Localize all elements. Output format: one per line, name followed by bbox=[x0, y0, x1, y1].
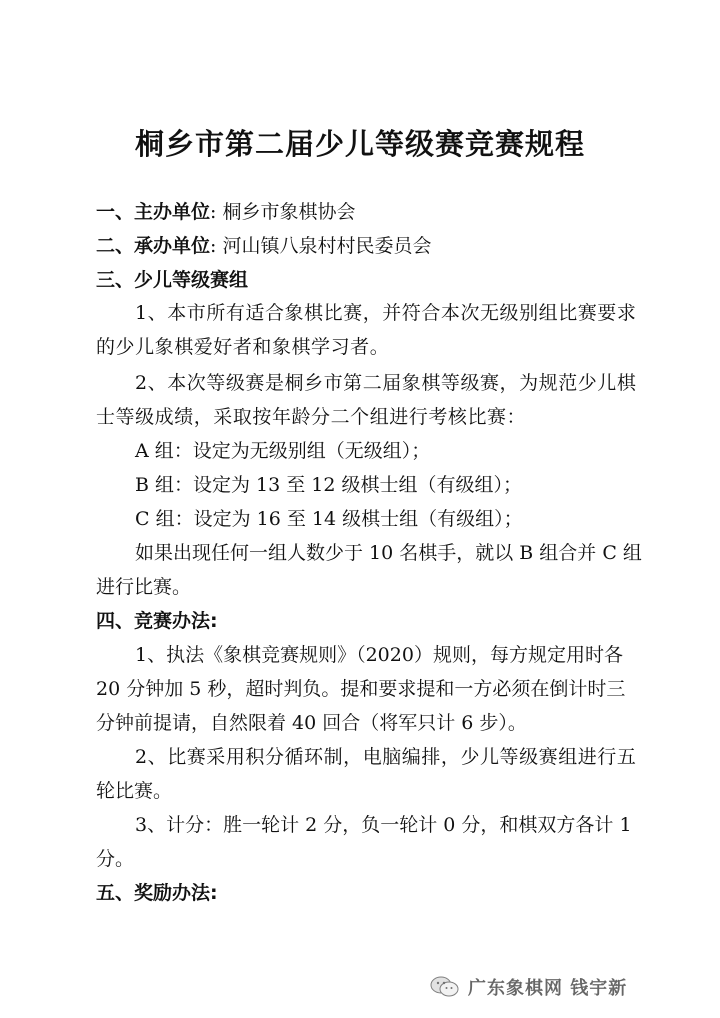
group-b-line: B 组：设定为 13 至 12 级棋士组（有级组）； bbox=[135, 474, 523, 496]
section-4-para-2-line-1: 2、比赛采用积分循环制，电脑编排，少儿等级赛组进行五 bbox=[135, 746, 637, 768]
section-1-label: 一、主办单位 bbox=[96, 201, 211, 223]
section-1-value: 桐乡市象棋协会 bbox=[222, 201, 356, 223]
section-3-para-2-line-2: 士等级成绩，采取按年龄分二个组进行考核比赛： bbox=[96, 406, 527, 428]
section-2-colon: : bbox=[210, 235, 217, 257]
group-a-line: A 组：设定为无级别组（无级组）； bbox=[135, 440, 431, 462]
section-4-para-1-line-2: 20 分钟加 5 秒，超时判负。提和要求提和一方必须在倒计时三 bbox=[96, 678, 626, 700]
watermark-text: 广东象棋网 钱宇新 bbox=[468, 978, 628, 999]
merge-rule-line-1: 如果出现任何一组人数少于 10 名棋手，就以 B 组合并 C 组 bbox=[135, 542, 642, 564]
section-5-label: 五、奖励办法: bbox=[96, 882, 218, 904]
section-1-organizer bbox=[96, 197, 355, 224]
section-4-para-3-line-1: 3、计分：胜一轮计 2 分，负一轮计 0 分，和棋双方各计 1 bbox=[135, 814, 632, 836]
document-title: 桐乡市第二届少儿等级赛竞赛规程 bbox=[134, 127, 585, 161]
watermark bbox=[430, 972, 627, 1002]
section-2-undertaker bbox=[96, 231, 431, 258]
section-1-colon: : bbox=[210, 201, 217, 223]
section-5-heading bbox=[96, 878, 218, 905]
section-3-heading bbox=[96, 265, 248, 292]
wechat-icon bbox=[430, 975, 460, 999]
section-4-para-1-line-1: 1、执法《象棋竞赛规则》（2020）规则，每方规定用时各 bbox=[135, 644, 623, 666]
section-4-label: 四、竞赛办法: bbox=[96, 610, 218, 632]
section-4-para-1-line-3: 分钟前提请，自然限着 40 回合（将军只计 6 步）。 bbox=[96, 712, 527, 734]
section-3-label: 三、少儿等级赛组 bbox=[96, 269, 249, 291]
section-3-para-1-line-2: 的少儿象棋爱好者和象棋学习者。 bbox=[96, 336, 390, 358]
section-4-para-2-line-2: 轮比赛。 bbox=[96, 780, 173, 802]
section-3-para-2-line-1: 2、本次等级赛是桐乡市第二届象棋等级赛，为规范少儿棋 bbox=[135, 372, 637, 394]
merge-rule-line-2: 进行比赛。 bbox=[96, 576, 192, 598]
section-2-label: 二、承办单位 bbox=[96, 235, 211, 257]
section-4-para-3-line-2: 分。 bbox=[96, 848, 135, 870]
group-c-line: C 组：设定为 16 至 14 级棋士组（有级组）； bbox=[135, 508, 523, 530]
section-2-value: 河山镇八泉村村民委员会 bbox=[222, 235, 432, 257]
section-3-para-1-line-1: 1、本市所有适合象棋比赛，并符合本次无级别组比赛要求 bbox=[135, 302, 637, 324]
section-4-heading bbox=[96, 606, 218, 633]
